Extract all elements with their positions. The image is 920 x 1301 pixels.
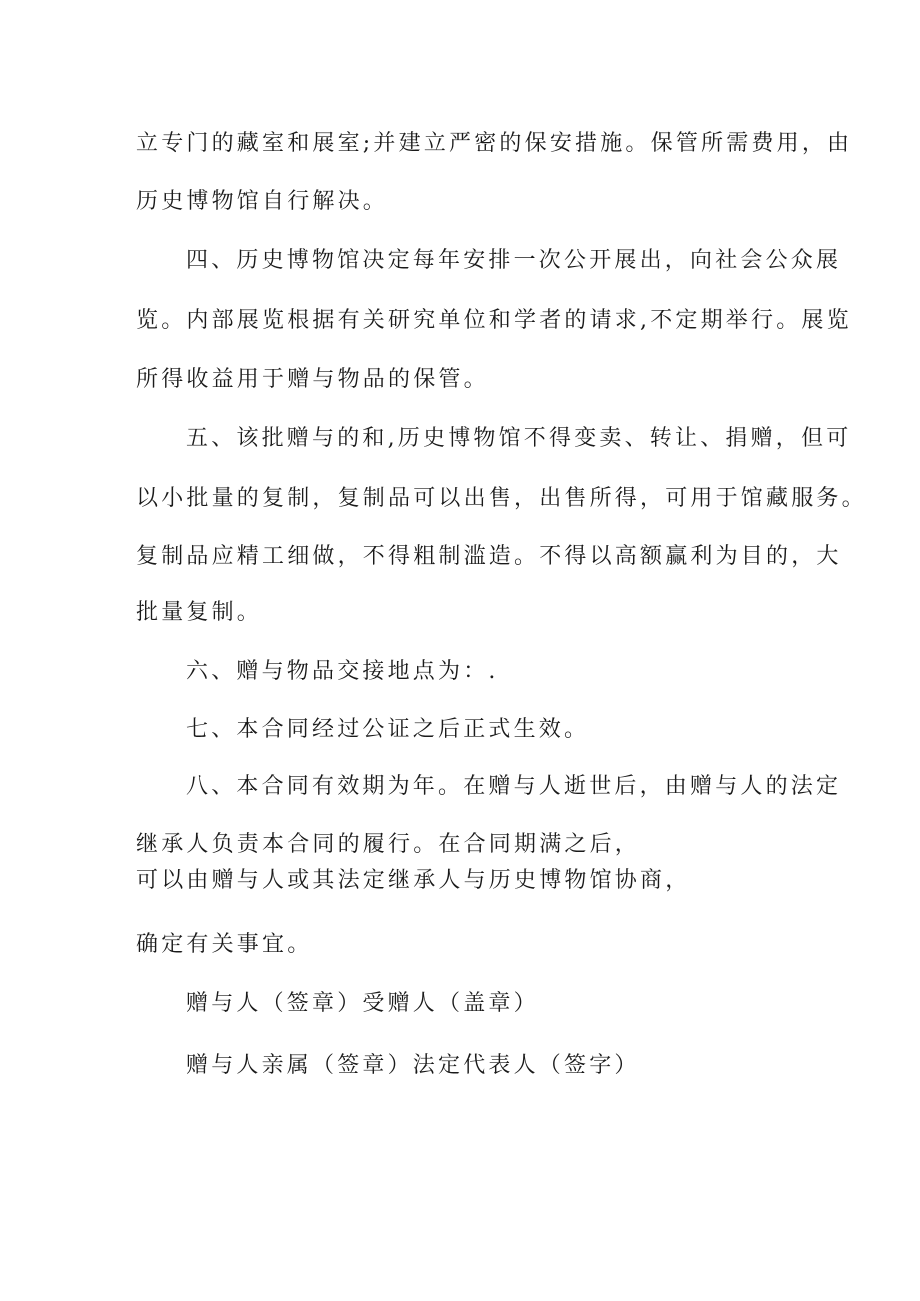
clause-seven: 七、本合同经过公证之后正式生效。: [186, 717, 590, 742]
text-line: 立专门的藏室和展室;并建立严密的保安措施。保管所需费用，由: [136, 131, 853, 156]
signature-line-donor: 赠与人（签章）受赠人（盖章）: [186, 991, 539, 1016]
clause-five: 五、该批赠与的和,历史博物馆不得变卖、转让、捐赠，但可: [186, 426, 852, 451]
text-line: 复制品应精工细做，不得粗制滥造。不得以高额赢利为目的，大: [136, 544, 842, 569]
text-line: 所得收益用于赠与物品的保管。: [136, 367, 489, 392]
text-line: 可以由赠与人或其法定继承人与历史博物馆协商，: [136, 868, 691, 893]
text-line: 以小批量的复制，复制品可以出售，出售所得，可用于馆藏服务。: [136, 486, 867, 511]
signature-line-relatives: 赠与人亲属（签章）法定代表人（签字）: [186, 1053, 640, 1078]
text-line: 批量复制。: [136, 600, 263, 625]
clause-four: 四、历史博物馆决定每年安排一次公开展出，向社会公众展: [186, 248, 842, 273]
text-line: 览。内部展览根据有关研究单位和学者的请求,不定期举行。展览: [136, 308, 852, 333]
clause-eight: 八、本合同有效期为年。在赠与人逝世后，由赠与人的法定: [186, 774, 842, 799]
text-line: 继承人负责本合同的履行。在合同期满之后，: [136, 832, 641, 857]
text-line: 确定有关事宜。: [136, 932, 313, 957]
clause-six: 六、赠与物品交接地点为：.: [186, 659, 499, 684]
text-line: 历史博物馆自行解决。: [136, 189, 389, 214]
